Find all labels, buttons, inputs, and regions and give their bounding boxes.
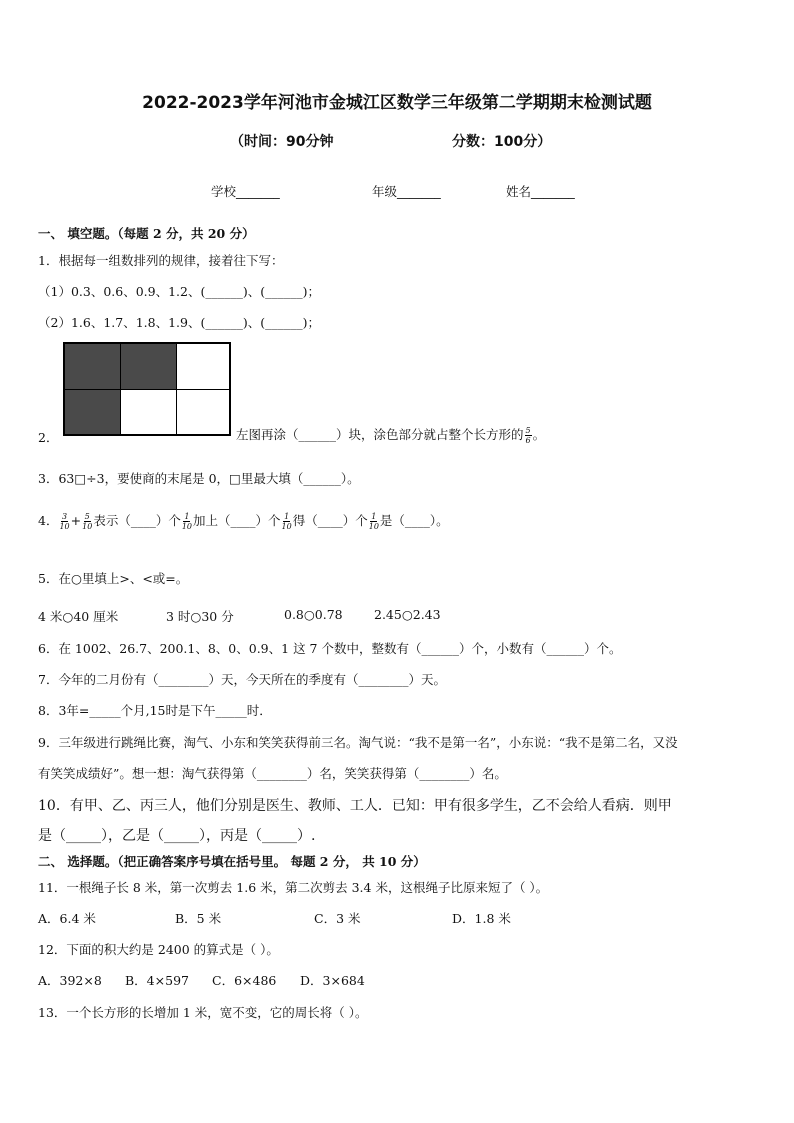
question-5-item: 0.8○0.78 — [284, 607, 343, 622]
question-1-part-1: （1）0.3、0.6、0.9、1.2、(______)、(______)； — [38, 284, 320, 299]
question-12-option-b: B．4×597 — [125, 973, 189, 988]
question-12-option-c: C．6×486 — [212, 973, 277, 988]
question-10-line-2: 是（_____），乙是（_____），丙是（_____）. — [38, 828, 316, 844]
section-1-heading: 一、 填空题。（每题 2 分，共 20 分） — [38, 226, 255, 241]
question-1: 1．根据每一组数排列的规律，接着往下写： — [38, 253, 284, 268]
school-field[interactable]: 学校_______ — [211, 184, 280, 199]
grid-cell-blank — [177, 390, 229, 434]
question-8: 8．3年=_____个月,15时是下午_____时． — [38, 703, 272, 718]
grid-cell-blank — [121, 390, 177, 434]
question-5: 5．在○里填上>、<或=。 — [38, 571, 189, 586]
exam-time: （时间：90分钟 — [230, 134, 334, 150]
question-3: 3．63□÷3，要使商的末尾是 0，□里最大填（______）。 — [38, 471, 360, 486]
grid-cell-blank — [177, 344, 229, 390]
fraction-1-10: $\frac{1}{10}$ — [281, 512, 292, 531]
grade-field[interactable]: 年级_______ — [372, 184, 441, 199]
fraction-3-10: $\frac{3}{10}$ — [59, 512, 70, 531]
grid-cell-shaded — [65, 344, 121, 390]
rectangle-grid-figure — [63, 342, 231, 436]
name-field[interactable]: 姓名_______ — [506, 184, 575, 199]
section-2-heading: 二、 选择题。（把正确答案序号填在括号里。 每题 2 分， 共 10 分） — [38, 854, 426, 869]
question-6: 6．在 1002、26.7、200.1、8、0、0.9、1 这 7 个数中，整数有（______）个，小数有（______）个。 — [38, 641, 622, 656]
exam-score: 分数：100分） — [452, 134, 552, 150]
question-11-option-d: D．1.8 米 — [452, 911, 511, 926]
question-11-option-c: C．3 米 — [314, 911, 361, 926]
question-7: 7．今年的二月份有（________）天，今天所在的季度有（________）天。 — [38, 672, 446, 687]
question-5-item: 3 时○30 分 — [166, 609, 234, 624]
question-1-part-2: （2）1.6、1.7、1.8、1.9、(______)、(______)； — [38, 315, 320, 330]
question-2: 左图再涂（______）块，涂色部分就占整个长方形的 $\frac{5}{6}$ 。 — [236, 426, 546, 445]
page-title: 2022-2023学年河池市金城江区数学三年级第二学期期末检测试题 — [142, 93, 652, 113]
question-2-number: 2． — [38, 430, 59, 445]
question-13: 13．一个长方形的长增加 1 米，宽不变，它的周长将（ ）。 — [38, 1005, 368, 1020]
question-5-item: 4 米○40 厘米 — [38, 609, 119, 624]
question-12-option-a: A．392×8 — [38, 973, 102, 988]
fraction-1-10: $\frac{1}{10}$ — [368, 512, 379, 531]
question-10-line-1: 10．有甲、乙、丙三人，他们分别是医生、教师、工人．已知：甲有很多学生，乙不会给人看病．则甲 — [38, 798, 672, 814]
question-11-option-b: B．5 米 — [175, 911, 222, 926]
question-9-line-2: 有笑笑成绩好”。想一想：淘气获得第（________）名，笑笑获得第（________）名。 — [38, 766, 507, 781]
question-5-item: 2.45○2.43 — [374, 607, 441, 622]
question-9-line-1: 9．三年级进行跳绳比赛，淘气、小东和笑笑获得前三名。淘气说：“我不是第一名”，小东说：“我不是第二名，又没 — [38, 735, 678, 750]
question-4: 4． $\frac{3}{10}$ + $\frac{5}{10}$ 表示（____）个 $\frac{1}{10}$ 加上（____）个 $\frac{1}{10}$ 得（____）个 $\frac{1}{10}$ 是（____）。 — [38, 512, 449, 531]
grid-cell-shaded — [121, 344, 177, 390]
grid-cell-shaded — [65, 390, 121, 434]
fraction-1-10: $\frac{1}{10}$ — [181, 512, 193, 531]
question-12: 12．下面的积大约是 2400 的算式是（ ）。 — [38, 942, 279, 957]
fraction-5-10: $\frac{5}{10}$ — [82, 512, 93, 531]
question-11: 11．一根绳子长 8 米，第一次剪去 1.6 米，第二次剪去 3.4 米，这根绳子比原来短了（ ）。 — [38, 880, 549, 895]
question-11-option-a: A．6.4 米 — [38, 911, 96, 926]
question-12-option-d: D．3×684 — [300, 973, 365, 988]
fraction-five-sixths: $\frac{5}{6}$ — [525, 426, 531, 445]
question-2-text: 左图再涂（______）块，涂色部分就占整个长方形的 — [236, 427, 524, 442]
